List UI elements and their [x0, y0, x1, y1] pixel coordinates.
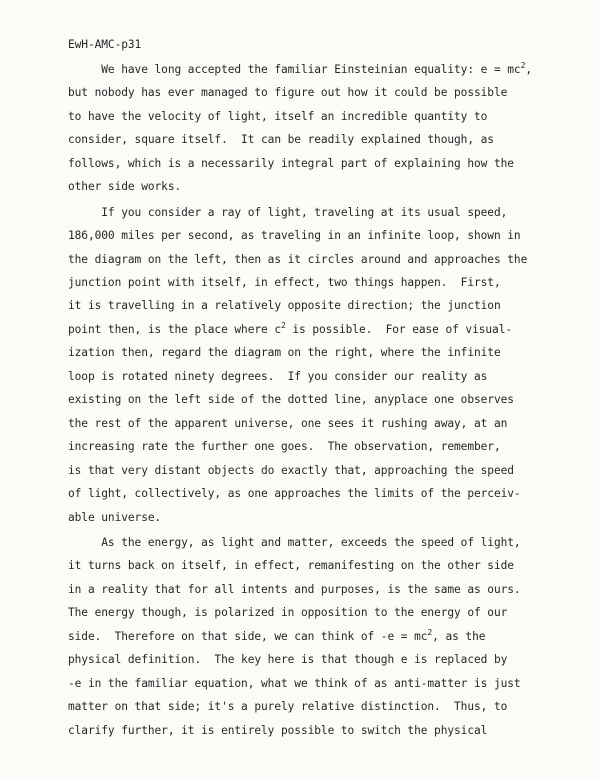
text-line — [68, 63, 532, 77]
text-run: ization then, regard the diagram on the right, where the infinite — [68, 346, 501, 359]
text-run: -e in the familiar equation, what we think of as anti-matter is just — [68, 677, 521, 690]
text-line — [68, 133, 494, 147]
text-run: it is travelling in a relatively opposite direction; the junction — [68, 299, 501, 312]
text-line — [68, 323, 512, 337]
text-line — [68, 583, 521, 597]
text-line — [68, 229, 521, 243]
text-run: physical definition. The key here is that though e is replaced by — [68, 653, 508, 666]
text-run: existing on the left side of the dotted line, anyplace one observes — [68, 393, 514, 406]
text-line — [68, 440, 501, 454]
text-line — [68, 536, 521, 550]
text-line — [68, 464, 514, 478]
text-run: the rest of the apparent universe, one sees it rushing away, at an — [68, 417, 508, 430]
superscript: 2 — [520, 61, 526, 70]
text-run: in a reality that for all intents and purposes, is the same as ours. — [68, 583, 521, 596]
text-run: other side works. — [68, 180, 182, 193]
text-run: consider, square itself. It can be readily explained though, as — [68, 133, 494, 146]
text-run: is that very distant objects do exactly that, approaching the speed — [68, 464, 514, 477]
text-line — [68, 653, 507, 667]
text-line — [68, 157, 514, 171]
text-line — [68, 206, 507, 220]
text-run: clarify further, it is entirely possible to switch the physical — [68, 724, 488, 737]
text-line — [68, 606, 507, 620]
text-line — [68, 370, 487, 384]
superscript: 2 — [427, 628, 433, 637]
text-run: , as the — [432, 630, 486, 643]
text-run: side. Therefore on that side, we can think of -e = mc — [68, 630, 428, 643]
text-line — [68, 346, 501, 360]
text-run: 186,000 miles per second, as traveling in an infinite loop, shown in — [68, 229, 521, 242]
text-line — [68, 700, 507, 714]
text-run: junction point with itself, in effect, two things happen. First, — [68, 276, 501, 289]
text-line — [68, 86, 507, 100]
superscript: 2 — [280, 321, 286, 330]
text-run: it turns back on itself, in effect, remanifesting on the other side — [68, 559, 514, 572]
text-line — [68, 110, 487, 124]
text-run: The energy though, is polarized in opposition to the energy of our — [68, 606, 508, 619]
text-run: the diagram on the left, then as it circles around and approaches the — [68, 253, 528, 266]
text-run: , — [525, 63, 532, 76]
text-line — [68, 630, 485, 644]
text-run: is possible. For ease of visual- — [285, 323, 513, 336]
text-run: loop is rotated ninety degrees. If you consider our reality as — [68, 370, 488, 383]
text-run: follows, which is a necessarily integral part of explaining how the — [68, 157, 514, 170]
text-run: but nobody has ever managed to figure out how it could be possible — [68, 86, 508, 99]
text-line — [68, 253, 527, 267]
text-line — [68, 180, 181, 194]
text-line — [68, 559, 514, 573]
text-line — [68, 276, 501, 290]
text-line — [68, 677, 521, 691]
text-line — [68, 393, 514, 407]
text-run: We have long accepted the familiar Einsteinian equality: e = mc — [68, 63, 521, 76]
text-run: matter on that side; it's a purely relative distinction. Thus, to — [68, 700, 508, 713]
text-run: point then, is the place where c — [68, 323, 281, 336]
text-line — [68, 724, 487, 738]
text-line — [68, 511, 161, 525]
text-run: able universe. — [68, 511, 162, 524]
text-line — [68, 299, 501, 313]
text-line — [68, 417, 507, 431]
page-header: EwH-AMC-p31 — [68, 38, 142, 51]
text-run: If you consider a ray of light, traveling at its usual speed, — [68, 206, 508, 219]
text-run: to have the velocity of light, itself an incredible quantity to — [68, 110, 488, 123]
text-run: As the energy, as light and matter, exceeds the speed of light, — [68, 536, 521, 549]
text-line — [68, 487, 521, 501]
text-run: of light, collectively, as one approaches the limits of the perceiv- — [68, 487, 521, 500]
text-run: increasing rate the further one goes. The observation, remember, — [68, 440, 501, 453]
